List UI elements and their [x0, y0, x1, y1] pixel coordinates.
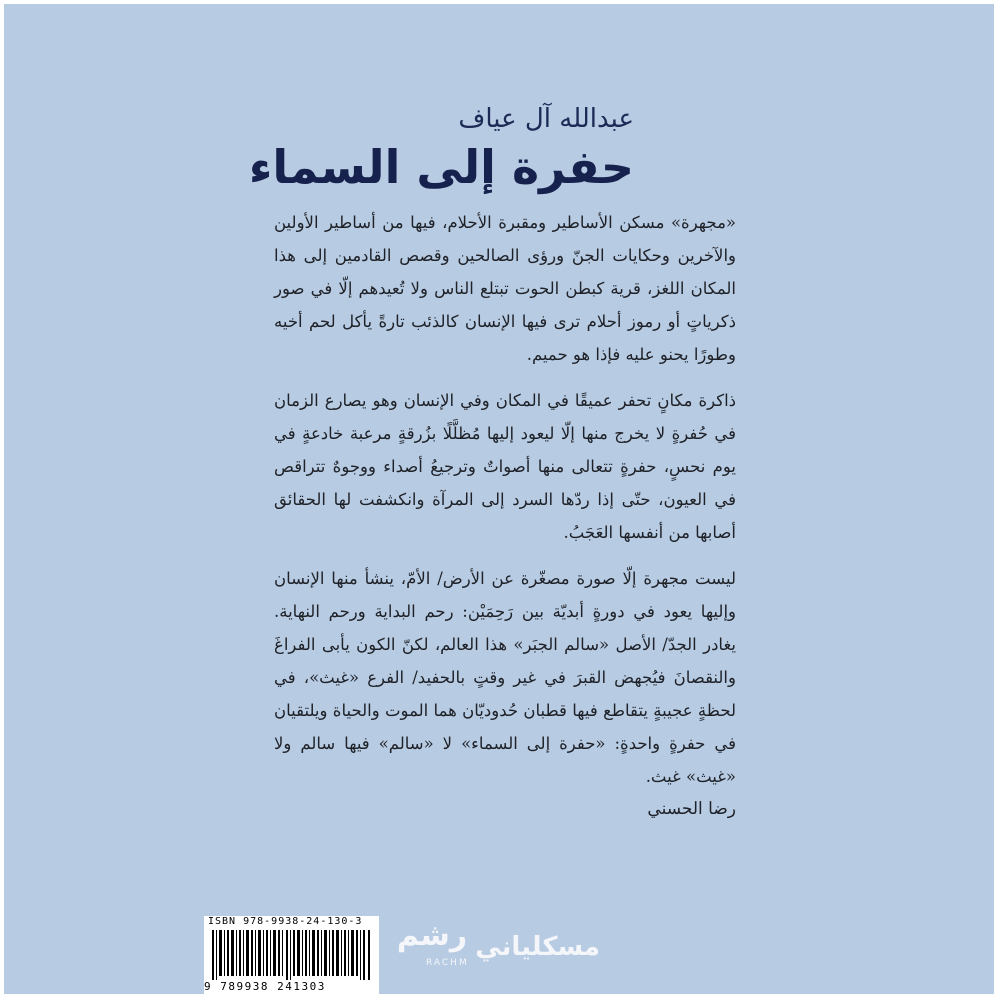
barcode-box	[204, 916, 379, 996]
isbn-label: ISBN 978-9938-24-130-3	[208, 916, 363, 927]
rashm-logo-latin: RACHM	[426, 958, 469, 968]
blurb-text	[274, 206, 736, 806]
rashm-logo	[392, 918, 472, 978]
blurb-signature: رضا الحسني	[647, 799, 736, 819]
blurb-paragraph-1: «مجهرة» مسكن الأساطير ومقبرة الأحلام، فيها من أساطير الأولين والآخرين وحكايات الجنّ ورؤى الصالحين وقصص القادمين إلى هذا المكان اللغز، قرية كبطن الحوت تبتلع الناس ولا تُعيدهم إلّا في صور ذكرياتٍ أو رموز أحلام ترى فيها الإنسان كالذئب تارةً يأكل لحم أخيه وطورًا يحنو عليه فإذا هو حميم.	[274, 213, 736, 364]
barcode-icon	[212, 930, 372, 980]
book-title: حفرة إلى السماء	[248, 140, 634, 194]
blurb-paragraph-3: ليست مجهرة إلّا صورة مصغّرة عن الأرض/ الأمّ، ينشأ منها الإنسان وإليها يعود في دورةٍ أبديّة بين رَحِمَيْن: رحم البداية ورحم النهاية. يغادر الجدّ/ الأصل «سالم الجبَر» هذا العالم، لكنّ الكون يأبى الفراغَ والنقصانَ فيُجهض القبرَ في غير وقتٍ بالحفيد/ الفرع «غيث»، في لحظةٍ عجيبةٍ يتقاطع فيها قطبان حُدوديّان هما الموت والحياة ويلتقيان في حفرةٍ واحدةٍ: «حفرة إلى السماء» لا «سالم» فيها سالم ولا «غيث» غيث.	[274, 569, 736, 786]
rashm-logo-word: رشم	[396, 918, 468, 953]
blurb-paragraph-2: ذاكرة مكانٍ تحفر عميقًا في المكان وفي الإنسان وهو يصارع الزمان في حُفرةٍ لا يخرج منها إلّا ليعود إليها مُظلَّلًا بزُرقةٍ مرعبة خادعةٍ في يوم نحسٍ، حفرةٍ تتعالى منها أصواتٌ وترجيعُ أصداء ووجوهٌ تتراقص في العيون، حتّى إذا ردّها السرد إلى المرآة وانكشفت لها الحقائق أصابها من أنفسها العَجَبُ.	[274, 391, 736, 542]
masciliana-logo: مسكلياني	[475, 932, 600, 962]
barcode-number: 9 789938 241303	[204, 980, 326, 993]
author-name: عبدالله آل عياف	[458, 104, 634, 134]
back-cover	[4, 4, 994, 994]
